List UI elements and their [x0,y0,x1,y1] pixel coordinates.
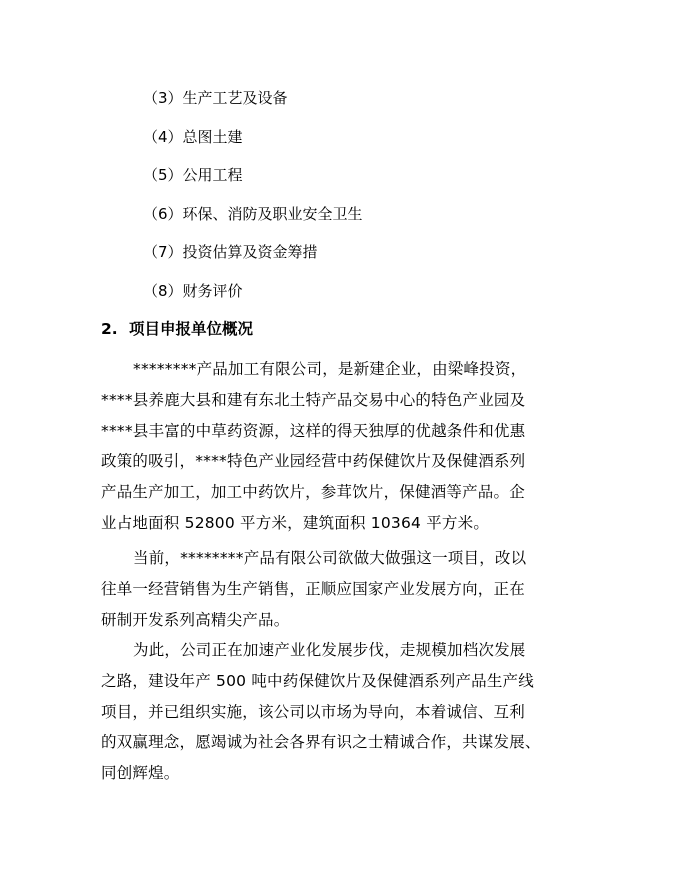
text-line: 当前，********产品有限公司欲做大做强这一项目，改以 [133,549,527,567]
paragraph-3 [101,635,581,789]
text-line: 产品生产加工，加工中药饮片，参茸饮片，保健酒等产品。企 [101,483,525,502]
list-item: （7）投资估算及资金筹措 [143,243,318,261]
list-item: （3）生产工艺及设备 [143,89,288,107]
text-line: ****县养鹿大县和建有东北土特产品交易中心的特色产业园及 [101,390,526,409]
text-line: 业占地面积 52800 平方米，建筑面积 10364 平方米。 [101,513,490,532]
text-line: ****县丰富的中草药资源，这样的得天独厚的优越条件和优惠 [101,421,526,440]
section-number: 2. [101,320,118,338]
text-line: 的双赢理念，愿竭诚为社会各界有识之士精诚合作，共谋发展、 [101,733,541,752]
paragraph-1 [101,354,581,539]
list-item: （8）财务评价 [143,282,243,300]
section-title: 项目申报单位概况 [129,320,254,338]
text-line: 研制开发系列高精尖产品。 [101,610,290,629]
text-line: ********产品加工有限公司，是新建企业，由梁峰投资， [133,360,527,378]
list-item: （5）公用工程 [143,166,243,184]
text-line: 为此，公司正在加速产业化发展步伐，走规模加档次发展 [133,641,526,659]
text-line: 往单一经营销售为生产销售，正顺应国家产业发展方向，正在 [101,579,525,598]
text-line: 之路，建设年产 500 吨中药保健饮片及保健酒系列产品生产线 [101,671,534,690]
list-item: （6）环保、消防及职业安全卫生 [143,205,363,223]
text-line: 项目，并已组织实施，该公司以市场为导向，本着诚信、互利 [101,702,525,721]
text-line: 同创辉煌。 [101,764,180,783]
list-item: （4）总图土建 [143,128,243,146]
section-heading [101,318,253,340]
paragraph-2 [101,543,581,635]
text-line: 政策的吸引，****特色产业园经营中药保健饮片及保健酒系列 [101,452,526,471]
